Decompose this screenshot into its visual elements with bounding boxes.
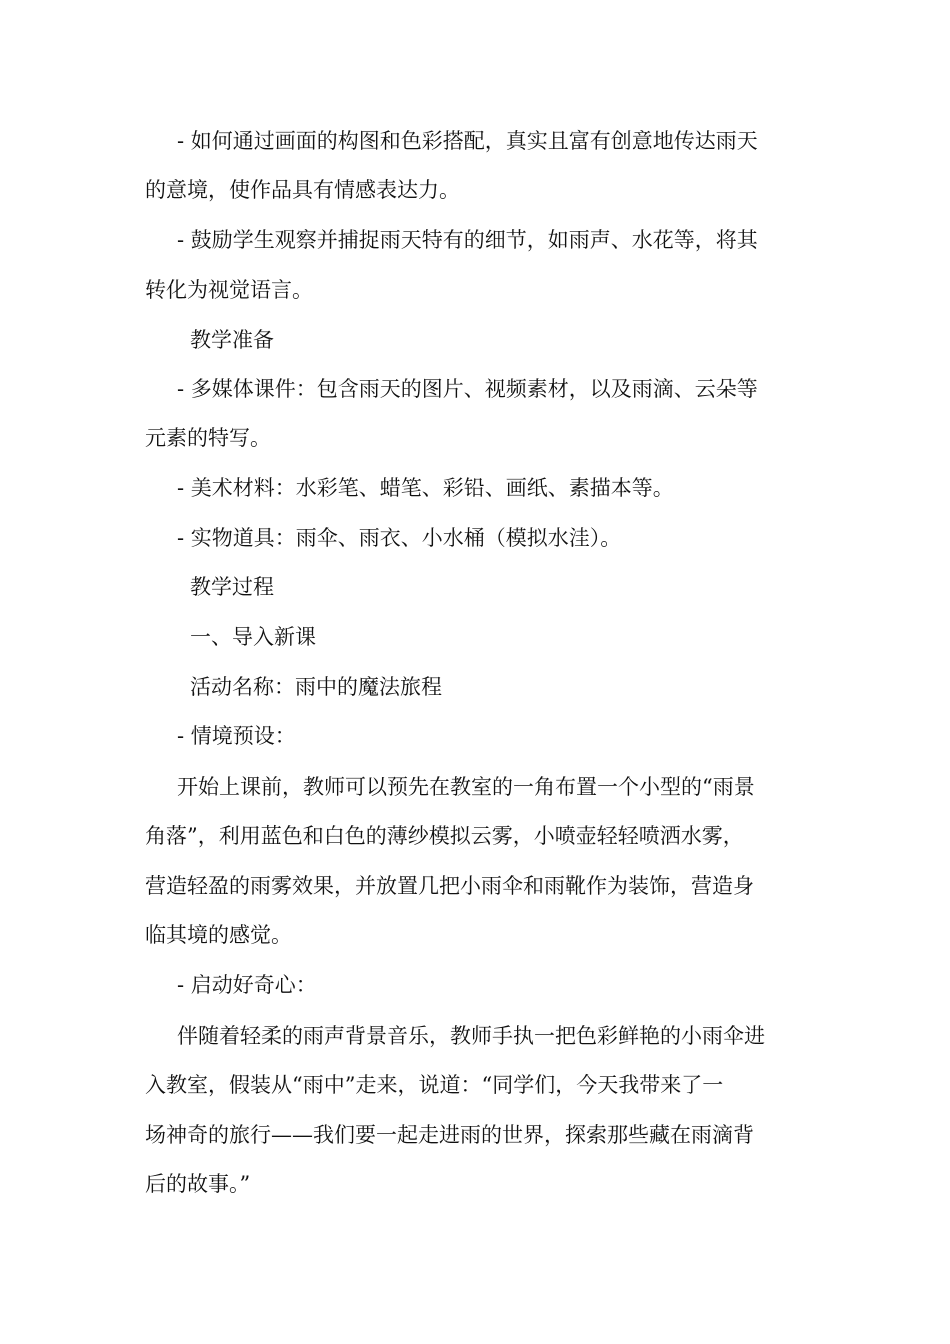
text-line: 元素的特写。 — [145, 426, 271, 450]
text-line: 场神奇的旅行——我们要一起走进雨的世界，探索那些藏在雨滴背 — [145, 1123, 754, 1147]
text-line: 临其境的感觉。 — [145, 923, 292, 947]
text-line: 开始上课前，教师可以预先在教室的一角布置一个小型的“雨景 — [177, 775, 755, 799]
text-line: 角落”，利用蓝色和白色的薄纱模拟云雾，小喷壶轻轻喷洒水雾， — [145, 824, 744, 848]
bullet-line: - 多媒体课件：包含雨天的图片、视频素材，以及雨滴、云朵等 — [177, 377, 758, 401]
text-line: 伴随着轻柔的雨声背景音乐，教师手执一把色彩鲜艳的小雨伞进 — [177, 1024, 765, 1048]
bullet-line: - 启动好奇心： — [177, 973, 317, 997]
text-line: 营造轻盈的雨雾效果，并放置几把小雨伞和雨靴作为装饰，营造身 — [145, 874, 754, 898]
bullet-line: - 鼓励学生观察并捕捉雨天特有的细节，如雨声、水花等，将其 — [177, 228, 758, 252]
section-heading-process: 教学过程 — [190, 575, 274, 599]
text-line: 转化为视觉语言。 — [145, 278, 313, 302]
text-line: 入教室，假装从“雨中”走来，说道：“同学们，今天我带来了一 — [145, 1073, 724, 1097]
bullet-line: - 美术材料：水彩笔、蜡笔、彩铅、画纸、素描本等。 — [177, 476, 674, 500]
text-line: 后的故事。” — [145, 1172, 251, 1196]
text-line: 的意境，使作品具有情感表达力。 — [145, 178, 460, 202]
bullet-line: - 如何通过画面的构图和色彩搭配，真实且富有创意地传达雨天 — [177, 129, 758, 153]
activity-name: 活动名称：雨中的魔法旅程 — [190, 675, 442, 699]
bullet-line: - 情境预设： — [177, 724, 296, 748]
section-heading-preparation: 教学准备 — [190, 328, 274, 352]
subsection-heading-intro: 一、导入新课 — [190, 625, 316, 649]
bullet-line: - 实物道具：雨伞、雨衣、小水桶（模拟水洼）。 — [177, 526, 622, 550]
